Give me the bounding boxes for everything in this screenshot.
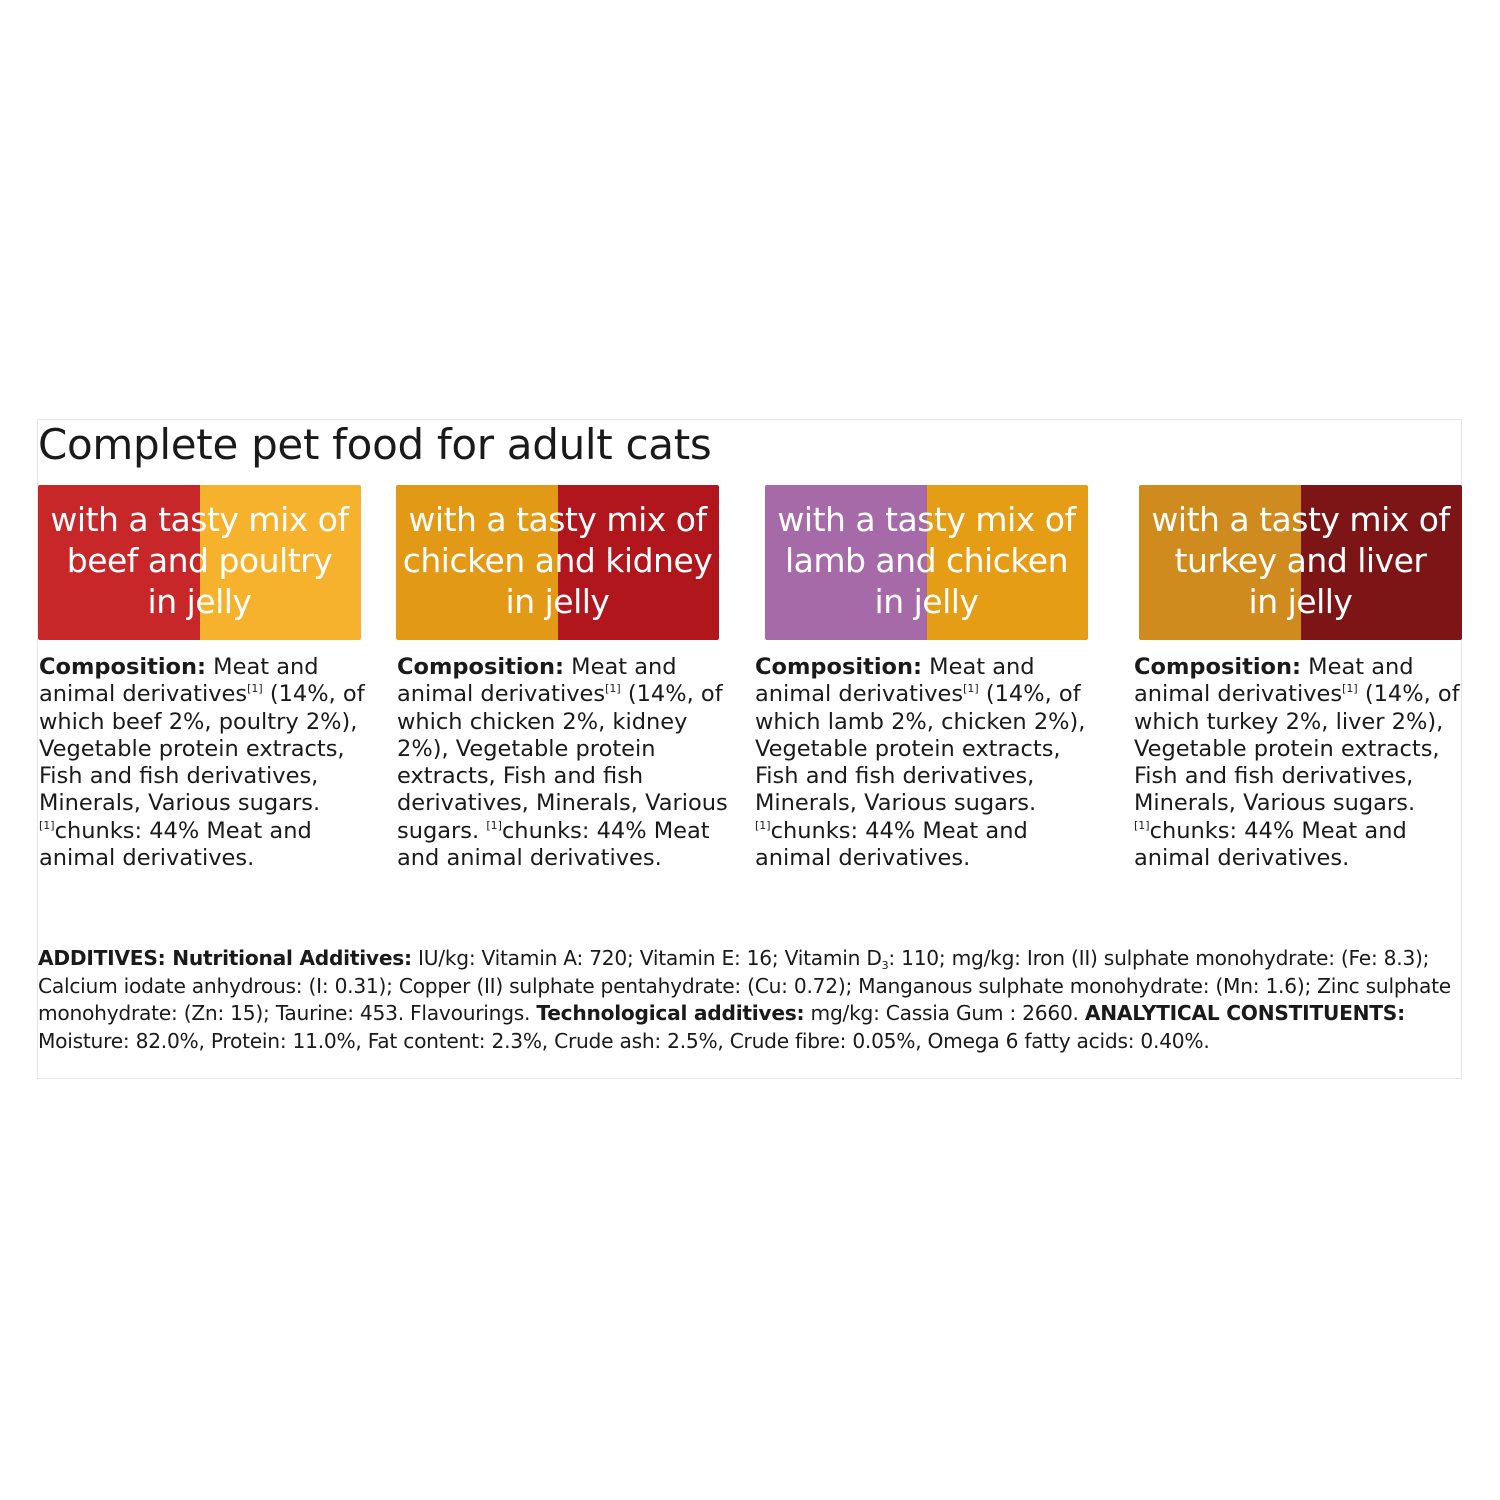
page-title: Complete pet food for adult cats — [38, 420, 712, 469]
banner-text: with a tasty mix of chicken and kidney in jelly — [402, 500, 713, 621]
composition-lamb-chicken: Composition: Meat and animal derivatives[1] (14%, of which lamb 2%, chicken 2%), Vegetable protein extracts, Fish and fish derivatives, Minerals, Various sugars. [1]chunks: 44% Meat and animal derivatives. — [755, 654, 1086, 872]
banner-text: with a tasty mix of beef and poultry in jelly — [50, 500, 349, 621]
composition-chicken-kidney: Composition: Meat and animal derivatives[1] (14%, of which chicken 2%, kidney 2%), Vegetable protein extracts, Fish and fish derivatives, Minerals, Various sugars. [1]chunks: 44% Meat and animal derivatives. — [397, 654, 728, 872]
banner-text: with a tasty mix of turkey and liver in jelly — [1151, 500, 1450, 621]
variant-banner-beef-poultry — [38, 485, 361, 640]
composition-beef-poultry: Composition: Meat and animal derivatives[1] (14%, of which beef 2%, poultry 2%), Vegetable protein extracts, Fish and fish derivatives, Minerals, Various sugars. [1]chunks: 44% Meat and animal derivatives. — [39, 654, 365, 872]
label-panel — [37, 419, 1462, 1079]
additives-text: ADDITIVES: Nutritional Additives: IU/kg: Vitamin A: 720; Vitamin E: 16; Vitamin $D_3$: 110; mg/kg: Iron (II) sulphate monohydrate: (Fe: 8.3); Calcium iodate anhydrous: (I: 0.31); Copper (II) sulphate pentahydrate: (Cu: 0.72); Manganous sulphate monohydrate: (Mn: 1.6); Zinc sulphate monohydrate: (Zn: 15); Taurine: 453. Flavourings. Technological additives: mg/kg: Cassia Gum : 2660. ANALYTICAL CONSTITUENTS: Moisture: 82.0%, Protein: 11.0%, Fat content: 2.3%, Crude ash: 2.5%, Crude fibre: 0.05%, Omega 6 fatty acids: 0.40%. — [38, 946, 1451, 1053]
composition-turkey-liver: Composition: Meat and animal derivatives[1] (14%, of which turkey 2%, liver 2%), Vegetable protein extracts, Fish and fish derivatives, Minerals, Various sugars. [1]chunks: 44% Meat and animal derivatives. — [1134, 654, 1460, 872]
variant-banner-chicken-kidney — [396, 485, 719, 640]
banner-text: with a tasty mix of lamb and chicken in jelly — [777, 500, 1076, 621]
variant-banner-lamb-chicken — [765, 485, 1088, 640]
variant-banner-turkey-liver — [1139, 485, 1462, 640]
